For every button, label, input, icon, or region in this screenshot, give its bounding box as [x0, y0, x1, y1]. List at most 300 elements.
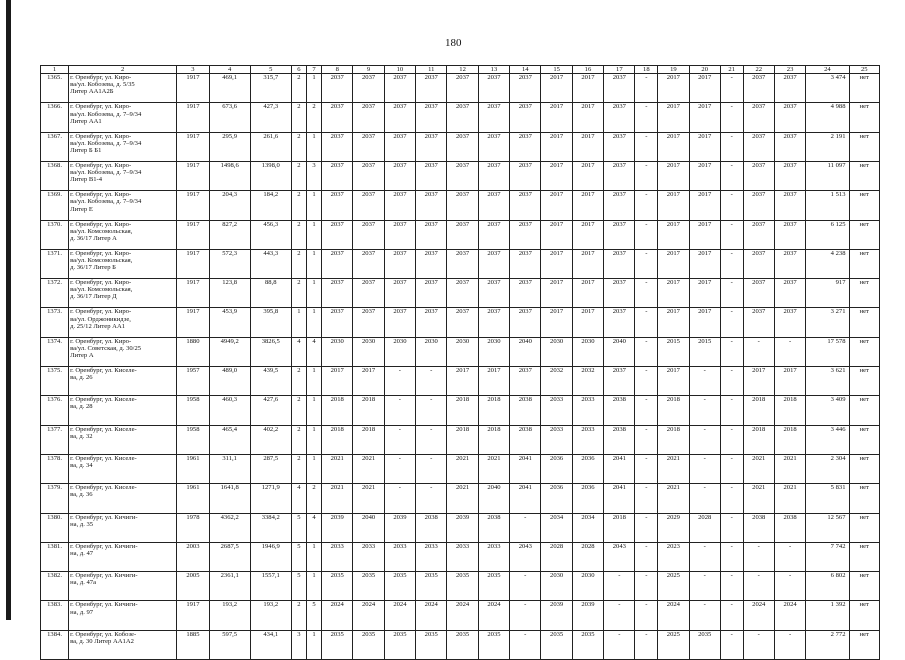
value-cell: 1: [306, 191, 321, 220]
value-cell: 2037: [447, 249, 478, 278]
value-cell: 1: [306, 425, 321, 454]
value-cell: 2: [291, 162, 306, 191]
value-cell: 2023: [658, 542, 689, 571]
value-cell: 1958: [177, 396, 209, 425]
address-cell: г. Оренбург, ул. Кичиги- на, д. 35: [69, 513, 177, 542]
value-cell: 2021: [447, 484, 478, 513]
value-cell: -: [635, 601, 658, 630]
value-cell: 1398,0: [250, 162, 291, 191]
value-cell: 427,6: [250, 396, 291, 425]
column-number: 11: [416, 66, 447, 74]
value-cell: 2037: [478, 162, 509, 191]
table-row: [41, 132, 880, 161]
value-cell: 917: [806, 279, 849, 308]
value-cell: 2017: [572, 74, 603, 103]
table-row: [41, 572, 880, 601]
value-cell: 3 409: [806, 396, 849, 425]
row-number-cell: 1379.: [41, 484, 69, 513]
value-cell: 11 097: [806, 162, 849, 191]
address-cell: г. Оренбург, ул. Кобозе- ва, д. 30 Литер АА1А2: [69, 630, 177, 659]
value-cell: нет: [849, 132, 880, 161]
value-cell: -: [635, 572, 658, 601]
value-cell: 2037: [416, 74, 447, 103]
value-cell: 827,2: [209, 220, 250, 249]
address-cell: г. Оренбург, ул. Кичиги- на, д. 97: [69, 601, 177, 630]
value-cell: 2018: [353, 425, 384, 454]
value-cell: 1 392: [806, 601, 849, 630]
value-cell: 2037: [447, 103, 478, 132]
value-cell: -: [720, 425, 743, 454]
value-cell: 2018: [478, 396, 509, 425]
value-cell: 2017: [572, 249, 603, 278]
value-cell: 2017: [541, 279, 572, 308]
address-cell: г. Оренбург, ул. Киселе- ва, д. 34: [69, 454, 177, 483]
value-cell: 4 988: [806, 103, 849, 132]
value-cell: 1: [291, 308, 306, 337]
table-row: [41, 425, 880, 454]
value-cell: 2024: [416, 601, 447, 630]
value-cell: 4949,2: [209, 337, 250, 366]
value-cell: 2037: [447, 191, 478, 220]
value-cell: 2034: [541, 513, 572, 542]
column-number: 5: [250, 66, 291, 74]
value-cell: 2035: [416, 572, 447, 601]
value-cell: 2036: [541, 454, 572, 483]
value-cell: -: [720, 191, 743, 220]
value-cell: -: [720, 630, 743, 659]
value-cell: 2035: [353, 630, 384, 659]
value-cell: 1957: [177, 367, 209, 396]
value-cell: 2037: [774, 162, 805, 191]
column-number: 17: [604, 66, 635, 74]
value-cell: 2037: [743, 249, 774, 278]
row-number-cell: 1378.: [41, 454, 69, 483]
value-cell: 2038: [604, 396, 635, 425]
value-cell: 5 831: [806, 484, 849, 513]
value-cell: 2037: [416, 220, 447, 249]
value-cell: 2037: [743, 220, 774, 249]
address-cell: г. Оренбург, ул. Киро- ва/ул. Кобозева, д. 7–9/34 Литер АА1: [69, 103, 177, 132]
value-cell: 2037: [604, 103, 635, 132]
column-number: 6: [291, 66, 306, 74]
value-cell: 2037: [322, 220, 353, 249]
value-cell: 2018: [322, 425, 353, 454]
value-cell: 2015: [689, 337, 720, 366]
value-cell: 2037: [774, 308, 805, 337]
value-cell: 2030: [541, 572, 572, 601]
value-cell: 2028: [572, 542, 603, 571]
value-cell: 2035: [478, 630, 509, 659]
value-cell: нет: [849, 601, 880, 630]
column-number: 23: [774, 66, 805, 74]
value-cell: нет: [849, 454, 880, 483]
row-number-cell: 1371.: [41, 249, 69, 278]
value-cell: -: [635, 396, 658, 425]
value-cell: 2018: [322, 396, 353, 425]
value-cell: 2037: [478, 103, 509, 132]
value-cell: -: [720, 162, 743, 191]
value-cell: 2017: [658, 308, 689, 337]
value-cell: 2037: [478, 308, 509, 337]
value-cell: 2040: [604, 337, 635, 366]
address-cell: г. Оренбург, ул. Кичиги- на, д. 47а: [69, 572, 177, 601]
value-cell: 2038: [774, 513, 805, 542]
value-cell: -: [635, 308, 658, 337]
value-cell: -: [635, 279, 658, 308]
column-number: 16: [572, 66, 603, 74]
table-row: [41, 513, 880, 542]
value-cell: -: [635, 630, 658, 659]
table-row: [41, 630, 880, 659]
value-cell: -: [720, 308, 743, 337]
value-cell: -: [720, 542, 743, 571]
value-cell: 2037: [510, 220, 541, 249]
value-cell: -: [774, 630, 805, 659]
value-cell: -: [689, 396, 720, 425]
value-cell: 2017: [774, 367, 805, 396]
value-cell: 2035: [384, 572, 415, 601]
value-cell: 2037: [743, 191, 774, 220]
column-number: 1: [41, 66, 69, 74]
value-cell: 2039: [572, 601, 603, 630]
value-cell: 204,3: [209, 191, 250, 220]
value-cell: 1917: [177, 132, 209, 161]
value-cell: 2037: [604, 367, 635, 396]
value-cell: 2021: [774, 484, 805, 513]
value-cell: 2017: [658, 132, 689, 161]
value-cell: 2025: [658, 572, 689, 601]
value-cell: 2037: [604, 279, 635, 308]
value-cell: 2017: [658, 220, 689, 249]
value-cell: 261,6: [250, 132, 291, 161]
value-cell: 443,3: [250, 249, 291, 278]
value-cell: 2017: [541, 103, 572, 132]
value-cell: 2035: [384, 630, 415, 659]
row-number-cell: 1366.: [41, 103, 69, 132]
value-cell: -: [635, 484, 658, 513]
value-cell: 2017: [541, 132, 572, 161]
value-cell: 17 578: [806, 337, 849, 366]
value-cell: 4: [306, 513, 321, 542]
value-cell: 2037: [322, 103, 353, 132]
value-cell: -: [635, 103, 658, 132]
value-cell: 2035: [447, 630, 478, 659]
value-cell: -: [689, 572, 720, 601]
table-row: [41, 162, 880, 191]
value-cell: 572,3: [209, 249, 250, 278]
value-cell: -: [604, 601, 635, 630]
value-cell: 2017: [689, 103, 720, 132]
value-cell: 2018: [447, 425, 478, 454]
value-cell: 2 304: [806, 454, 849, 483]
table-row: [41, 220, 880, 249]
value-cell: 2017: [689, 279, 720, 308]
value-cell: 2017: [572, 191, 603, 220]
value-cell: 2017: [478, 367, 509, 396]
value-cell: нет: [849, 484, 880, 513]
value-cell: 2036: [572, 484, 603, 513]
value-cell: 2037: [510, 103, 541, 132]
value-cell: 1: [306, 308, 321, 337]
value-cell: 1: [306, 367, 321, 396]
row-number-cell: 1368.: [41, 162, 69, 191]
value-cell: 12 567: [806, 513, 849, 542]
value-cell: 2030: [353, 337, 384, 366]
value-cell: -: [384, 454, 415, 483]
value-cell: 2037: [604, 220, 635, 249]
value-cell: 2037: [604, 249, 635, 278]
value-cell: 2037: [416, 279, 447, 308]
column-number: 12: [447, 66, 478, 74]
value-cell: 2037: [510, 308, 541, 337]
value-cell: 2017: [322, 367, 353, 396]
value-cell: 460,3: [209, 396, 250, 425]
value-cell: 2037: [510, 132, 541, 161]
value-cell: 2021: [322, 484, 353, 513]
value-cell: 2021: [658, 454, 689, 483]
address-cell: г. Оренбург, ул. Киселе- ва, д. 32: [69, 425, 177, 454]
value-cell: 2 772: [806, 630, 849, 659]
value-cell: 1917: [177, 162, 209, 191]
value-cell: 2037: [322, 308, 353, 337]
value-cell: 7 742: [806, 542, 849, 571]
column-number: 20: [689, 66, 720, 74]
value-cell: -: [720, 249, 743, 278]
value-cell: -: [510, 572, 541, 601]
value-cell: 2037: [353, 74, 384, 103]
value-cell: 1641,8: [209, 484, 250, 513]
table-row: [41, 337, 880, 366]
value-cell: 2017: [658, 191, 689, 220]
value-cell: 2 191: [806, 132, 849, 161]
value-cell: 2037: [774, 249, 805, 278]
value-cell: 2: [291, 454, 306, 483]
value-cell: 2017: [572, 220, 603, 249]
value-cell: 2033: [384, 542, 415, 571]
value-cell: 2037: [384, 103, 415, 132]
value-cell: -: [635, 542, 658, 571]
page-number: 180: [445, 37, 462, 49]
value-cell: 2018: [658, 425, 689, 454]
value-cell: 2037: [384, 74, 415, 103]
value-cell: нет: [849, 513, 880, 542]
value-cell: -: [720, 454, 743, 483]
value-cell: 2037: [384, 279, 415, 308]
value-cell: 2024: [353, 601, 384, 630]
value-cell: 2037: [447, 308, 478, 337]
value-cell: 2: [291, 249, 306, 278]
value-cell: 2037: [353, 103, 384, 132]
value-cell: 2017: [658, 367, 689, 396]
table-row: [41, 396, 880, 425]
value-cell: 2037: [416, 249, 447, 278]
value-cell: 1885: [177, 630, 209, 659]
value-cell: 5: [291, 542, 306, 571]
value-cell: -: [635, 132, 658, 161]
value-cell: 2: [291, 367, 306, 396]
value-cell: -: [689, 425, 720, 454]
value-cell: 2037: [416, 308, 447, 337]
value-cell: 673,6: [209, 103, 250, 132]
table-row: [41, 542, 880, 571]
value-cell: 2: [291, 132, 306, 161]
value-cell: 2033: [478, 542, 509, 571]
value-cell: -: [743, 572, 774, 601]
address-cell: г. Оренбург, ул. Киро- ва/ул. Кобозева, д. 5/35 Литер АА1А2Б: [69, 74, 177, 103]
value-cell: 2037: [774, 279, 805, 308]
value-cell: 2030: [416, 337, 447, 366]
value-cell: 2037: [322, 162, 353, 191]
value-cell: 315,7: [250, 74, 291, 103]
value-cell: 287,5: [250, 454, 291, 483]
value-cell: 2037: [353, 308, 384, 337]
value-cell: -: [720, 601, 743, 630]
value-cell: 1: [306, 630, 321, 659]
value-cell: 2030: [572, 337, 603, 366]
value-cell: 1498,6: [209, 162, 250, 191]
address-cell: г. Оренбург, ул. Киро- ва/ул. Орджоникидзе, д. 25/12 Литер АА1: [69, 308, 177, 337]
value-cell: 2041: [604, 454, 635, 483]
value-cell: 2018: [604, 513, 635, 542]
value-cell: 3384,2: [250, 513, 291, 542]
value-cell: 2030: [478, 337, 509, 366]
value-cell: 4 238: [806, 249, 849, 278]
value-cell: 2: [306, 103, 321, 132]
column-number: 4: [209, 66, 250, 74]
value-cell: 2017: [658, 162, 689, 191]
value-cell: 395,8: [250, 308, 291, 337]
value-cell: 2037: [322, 74, 353, 103]
value-cell: 2037: [384, 132, 415, 161]
value-cell: 2032: [541, 367, 572, 396]
value-cell: -: [774, 572, 805, 601]
column-number: 15: [541, 66, 572, 74]
value-cell: 2033: [353, 542, 384, 571]
value-cell: 2030: [384, 337, 415, 366]
value-cell: -: [720, 279, 743, 308]
value-cell: 2021: [478, 454, 509, 483]
value-cell: -: [635, 191, 658, 220]
value-cell: 2: [291, 425, 306, 454]
value-cell: 2037: [510, 74, 541, 103]
value-cell: 2017: [572, 132, 603, 161]
value-cell: 2037: [384, 162, 415, 191]
row-number-cell: 1369.: [41, 191, 69, 220]
row-number-cell: 1373.: [41, 308, 69, 337]
value-cell: 2040: [510, 337, 541, 366]
value-cell: 2035: [478, 572, 509, 601]
row-number-cell: 1375.: [41, 367, 69, 396]
value-cell: -: [635, 337, 658, 366]
value-cell: 6 125: [806, 220, 849, 249]
value-cell: 1917: [177, 220, 209, 249]
value-cell: нет: [849, 542, 880, 571]
row-number-cell: 1374.: [41, 337, 69, 366]
value-cell: -: [416, 396, 447, 425]
value-cell: 2024: [384, 601, 415, 630]
value-cell: -: [774, 337, 805, 366]
value-cell: 2037: [384, 308, 415, 337]
value-cell: -: [604, 630, 635, 659]
value-cell: 2035: [572, 630, 603, 659]
column-number: 21: [720, 66, 743, 74]
value-cell: 2037: [322, 279, 353, 308]
value-cell: 2037: [510, 191, 541, 220]
value-cell: 453,9: [209, 308, 250, 337]
value-cell: 2018: [658, 396, 689, 425]
value-cell: 2041: [604, 484, 635, 513]
value-cell: 2033: [572, 425, 603, 454]
value-cell: нет: [849, 308, 880, 337]
value-cell: 2024: [447, 601, 478, 630]
value-cell: 2017: [572, 162, 603, 191]
value-cell: 2024: [743, 601, 774, 630]
value-cell: -: [720, 74, 743, 103]
value-cell: 2021: [743, 484, 774, 513]
value-cell: 4: [291, 337, 306, 366]
value-cell: 2040: [478, 484, 509, 513]
value-cell: -: [720, 572, 743, 601]
value-cell: 2035: [322, 630, 353, 659]
value-cell: -: [720, 220, 743, 249]
value-cell: 2037: [774, 103, 805, 132]
value-cell: 2037: [416, 103, 447, 132]
value-cell: 2033: [447, 542, 478, 571]
value-cell: 1: [306, 396, 321, 425]
value-cell: 2037: [604, 308, 635, 337]
value-cell: 2035: [689, 630, 720, 659]
row-number-cell: 1372.: [41, 279, 69, 308]
value-cell: 2037: [322, 191, 353, 220]
value-cell: 1917: [177, 249, 209, 278]
value-cell: 2018: [774, 425, 805, 454]
value-cell: -: [635, 513, 658, 542]
value-cell: 2361,1: [209, 572, 250, 601]
value-cell: 2039: [384, 513, 415, 542]
row-number-cell: 1365.: [41, 74, 69, 103]
value-cell: 2037: [510, 367, 541, 396]
value-cell: 1: [306, 454, 321, 483]
value-cell: 2038: [510, 425, 541, 454]
value-cell: 2017: [658, 279, 689, 308]
column-number: 10: [384, 66, 415, 74]
value-cell: 2037: [447, 74, 478, 103]
row-number-cell: 1376.: [41, 396, 69, 425]
value-cell: 2038: [743, 513, 774, 542]
value-cell: -: [689, 484, 720, 513]
value-cell: 4: [306, 337, 321, 366]
value-cell: 2037: [604, 132, 635, 161]
column-number-row: [41, 66, 880, 74]
value-cell: 2037: [774, 132, 805, 161]
value-cell: -: [720, 513, 743, 542]
value-cell: 1: [306, 220, 321, 249]
value-cell: 2021: [353, 484, 384, 513]
value-cell: 2017: [658, 74, 689, 103]
value-cell: 2037: [384, 249, 415, 278]
value-cell: 2037: [743, 308, 774, 337]
value-cell: 2037: [774, 74, 805, 103]
value-cell: нет: [849, 630, 880, 659]
column-number: 2: [69, 66, 177, 74]
value-cell: 2036: [541, 484, 572, 513]
value-cell: 1 513: [806, 191, 849, 220]
value-cell: 5: [306, 601, 321, 630]
value-cell: 2029: [658, 513, 689, 542]
value-cell: -: [774, 542, 805, 571]
column-number: 22: [743, 66, 774, 74]
value-cell: 2037: [447, 279, 478, 308]
